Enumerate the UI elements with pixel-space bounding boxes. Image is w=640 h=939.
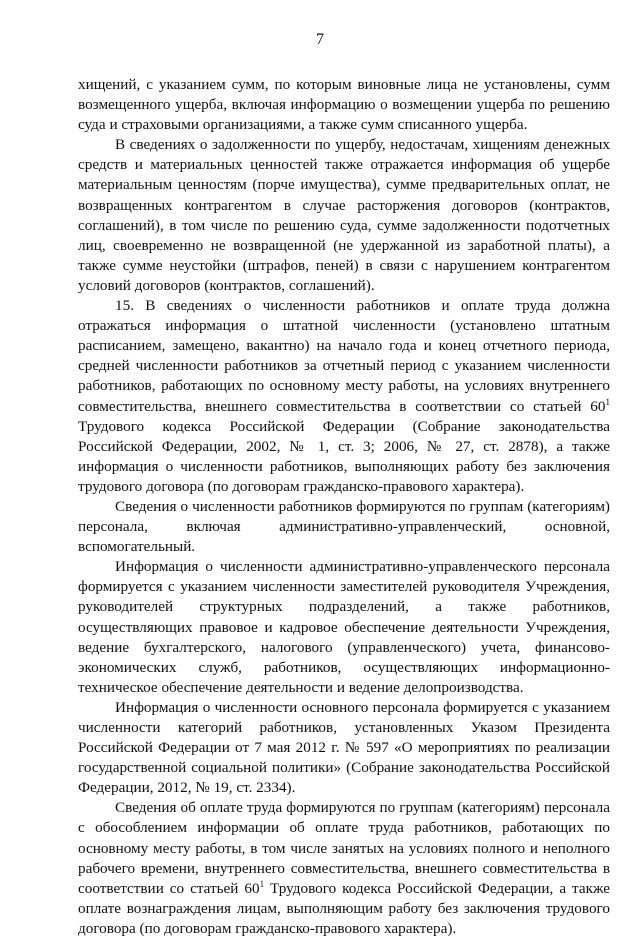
page-number: 7	[316, 31, 324, 48]
paragraph	[78, 798, 610, 939]
paragraph-text: Сведения о численности работников формируются по группам (категориям) персонала, включая административно-управленческий, основной, вспомогательный.	[78, 497, 610, 556]
paragraph	[78, 135, 610, 296]
superscript: 1	[259, 878, 265, 889]
paragraph-text: 15. В сведениях о численности работников и оплате труда должна отражаться информация о штатной численности (установлено штатным расписанием, замещено, вакантно) на начало года и конец отчетного периода, средней численности работников за отчетный период с указанием численности работников, работающих по основному месту работы, на условиях внутреннего совместительства, внешнего совместительства в соответствии со статьей 60	[78, 297, 610, 415]
paragraph-text: В сведениях о задолженности по ущербу, недостачам, хищениям денежных средств и материальных ценностей также отражается информация об ущербе материальным ценностям (порче имущества), сумме предварительных оплат, не возвращенных контрагентом в случае расторжения договоров (контрактов, соглашений), в том числе по решению суда, сумме задолженности подотчетных лиц, своевременно не возвращенной (не удержанной из заработной платы), а также сумме неустойки (штрафов, пеней) в связи с нарушением контрагентом условий договоров (контрактов, соглашений).	[78, 136, 610, 294]
paragraph	[78, 698, 610, 798]
paragraph-text: хищений, с указанием сумм, по которым виновные лица не установлены, сумм возмещенного ущерба, включая информацию о возмещении ущерба по решению суда и страховыми организациями, а также сумм списанного ущерба.	[78, 76, 610, 134]
document-body	[78, 75, 610, 939]
paragraph-text: Сведения об оплате труда формируются по группам (категориям) персонала с обособлением информации об оплате труда работников, работающих по основному месту работы, в том числе занятых на условиях полного и неполного рабочего времени, внутреннего совместительства, внешнего совместительства в соответствии со статьей 60	[78, 799, 610, 897]
paragraph-text: Информация о численности административно-управленческого персонала формируется с указанием численности заместителей руководителя Учреждения, руководителей структурных подразделений, а также работников, осуществляющих правовое и кадровое обеспечение деятельности Учреждения, ведение бухгалтерского, налогового (управленческого) учета, финансово-экономических служб, работников, осуществляющих информационно-техническое обеспечение деятельности и ведение делопроизводства.	[78, 558, 610, 696]
paragraph	[78, 497, 610, 557]
superscript: 1	[605, 396, 610, 407]
paragraph	[78, 75, 610, 135]
paragraph	[78, 296, 610, 497]
paragraph	[78, 557, 610, 698]
paragraph-text: Трудового кодекса Российской Федерации, а также оплате вознаграждения лицам, выполняющим работу без заключения трудового договора (по договорам гражданско-правового характера).	[78, 879, 610, 937]
paragraph-text: Трудового кодекса Российской Федерации (Собрание законодательства Российской Федерации, 2002, № 1, ст. 3; 2006, № 27, ст. 2878), а также информация о численности работников, выполняющих работу без заключения трудового договора (по договорам гражданско-правового характера).	[78, 417, 610, 495]
paragraph-text: Информация о численности основного персонала формируется с указанием численности категорий работников, установленных Указом Президента Российской Федерации от 7 мая 2012 г. № 597 «О мероприятиях по реализации государственной социальной политики» (Собрание законодательства Российской Федерации, 2012, № 19, ст. 2334).	[78, 698, 610, 797]
